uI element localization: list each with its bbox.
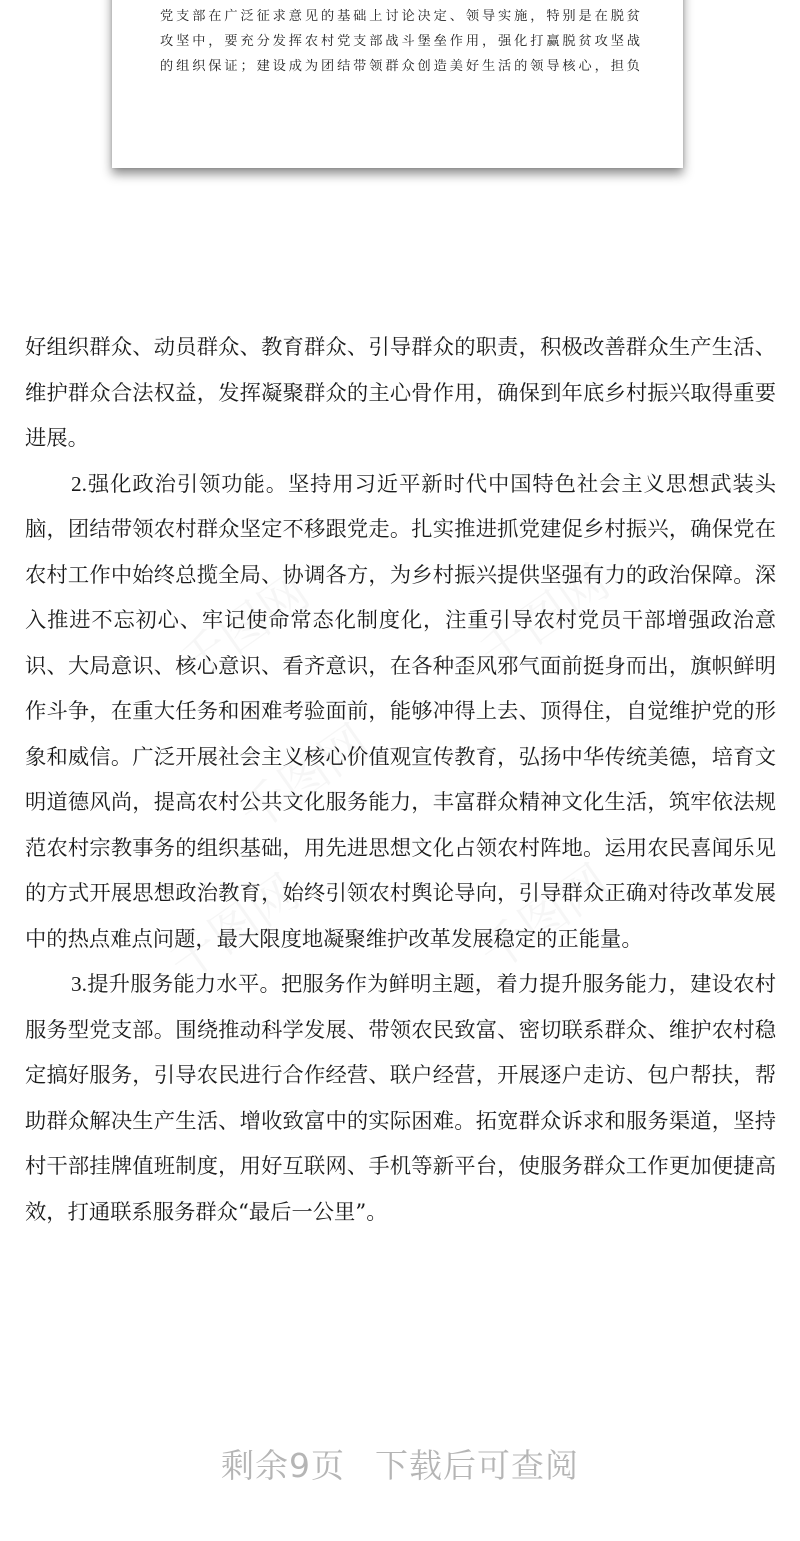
download-hint-label: 下载后可查阅	[375, 1446, 579, 1485]
previous-page-preview	[112, 0, 683, 168]
paragraph-3-number: 3.	[71, 972, 87, 996]
download-prompt[interactable]	[0, 1440, 800, 1487]
paragraph-3	[25, 962, 776, 1235]
preview-line: 党支部在广泛征求意见的基础上讨论决定、领导实施，特别是在脱贫	[160, 9, 640, 24]
paragraph-1: 好组织群众、动员群众、教育群众、引导群众的职责，积极改善群众生产生活、维护群众合法权益，发挥凝聚群众的主心骨作用，确保到年底乡村振兴取得重要进展。	[25, 335, 776, 451]
preview-line: 攻坚中，要充分发挥农村党支部战斗堡垒作用，强化打赢脱贫攻坚战	[160, 34, 640, 49]
paragraph-2-number: 2.	[71, 471, 87, 496]
preview-text	[160, 4, 640, 79]
paragraph-2-text: 强化政治引领功能。坚持用习近平新时代中国特色社会主义思想武装头脑，团结带领农村群众坚定不移跟党走。扎实推进抓党建促乡村振兴，确保党在农村工作中始终总揽全局、协调各方，为乡村振兴提供坚强有力的政治保障。深入推进不忘初心、牢记使命常态化制度化，注重引导农村党员干部增强政治意识、大局意识、核心意识、看齐意识，在各种歪风邪气面前挺身而出，旗帜鲜明作斗争，在重大任务和困难考验面前，能够冲得上去、顶得住，自觉维护党的形象和威信。广泛开展社会主义核心价值观宣传教育，弘扬中华传统美德，培育文明道德风尚，提高农村公共文化服务能力，丰富群众精神文化生活，筑牢依法规范农村宗教事务的组织基础，用先进思想文化占领农村阵地。运用农民喜闻乐见的方式开展思想政治教育，始终引领农村舆论导向，引导群众正确对待改革发展中的热点难点问题，最大限度地凝聚维护改革发展稳定的正能量。	[25, 471, 776, 952]
document-body	[25, 325, 776, 1235]
preview-line: 的组织保证；建设成为团结带领群众创造美好生活的领导核心，担负	[160, 59, 640, 74]
paragraph-2	[25, 462, 776, 963]
remaining-pages-label: 剩余9页	[221, 1446, 345, 1485]
paragraph-3-text: 提升服务能力水平。把服务作为鲜明主题，着力提升服务能力，建设农村服务型党支部。围绕推动科学发展、带领农民致富、密切联系群众、维护农村稳定搞好服务，引导农民进行合作经营、联户经营，开展逐户走访、包户帮扶，帮助群众解决生产生活、增收致富中的实际困难。拓宽群众诉求和服务渠道，坚持村干部挂牌值班制度，用好互联网、手机等新平台，使服务群众工作更加便捷高效，打通联系服务群众“最后一公里”。	[25, 972, 776, 1225]
